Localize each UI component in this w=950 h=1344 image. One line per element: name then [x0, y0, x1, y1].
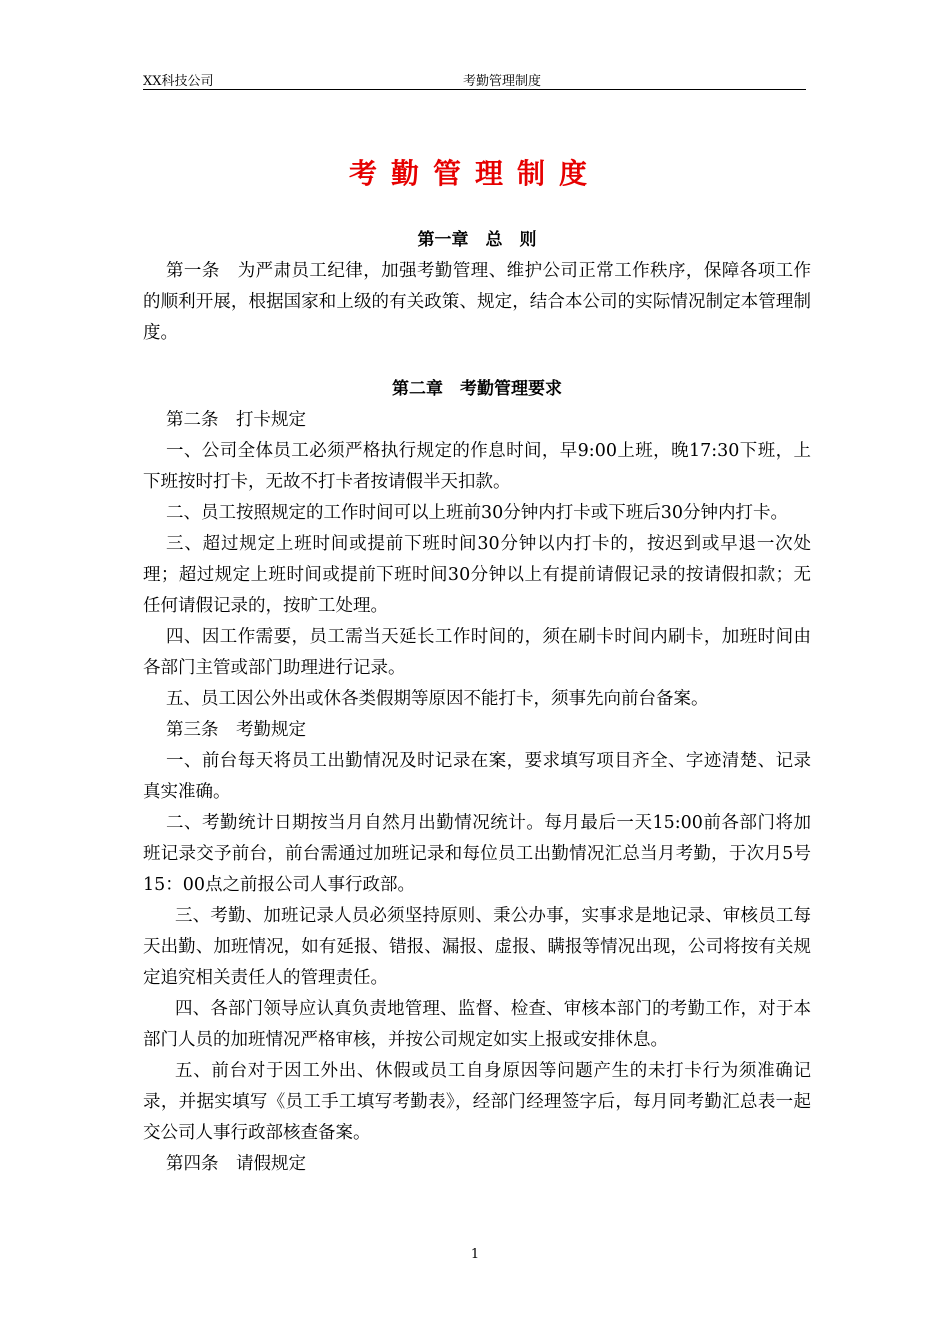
article-2-item: 一、公司全体员工必须严格执行规定的作息时间，早9:00上班，晚17:30下班，上下班按时打卡，无故不打卡者按请假半天扣款。	[143, 441, 811, 492]
header-company: XX科技公司	[143, 74, 214, 89]
document-body	[143, 225, 811, 1180]
article-3-title: 第三条 考勤规定	[166, 720, 306, 740]
article-4-title: 第四条 请假规定	[166, 1154, 306, 1174]
page-header	[143, 70, 806, 90]
article-2-item: 四、因工作需要，员工需当天延长工作时间的，须在刷卡时间内刷卡，加班时间由各部门主管或部门助理进行记录。	[143, 627, 811, 678]
document-title: 考勤管理制度	[348, 157, 601, 190]
article-3-item: 五、前台对于因工外出、休假或员工自身原因等问题产生的未打卡行为须准确记录，并据实填写《员工手工填写考勤表》，经部门经理签字后，每月同考勤汇总表一起交公司人事行政部核查备案。	[143, 1061, 811, 1143]
page-number: 1	[470, 1247, 480, 1262]
article-3-item: 二、考勤统计日期按当月自然月出勤情况统计。每月最后一天15:00前各部门将加班记录交予前台，前台需通过加班记录和每位员工出勤情况汇总当月考勤，于次月5号15：00点之前报公司人事行政部。	[143, 813, 811, 895]
header-doc-title: 考勤管理制度	[463, 74, 542, 89]
article-2-item: 三、超过规定上班时间或提前下班时间30分钟以内打卡的，按迟到或早退一次处理；超过规定上班时间或提前下班时间30分钟以上有提前请假记录的按请假扣款；无任何请假记录的，按旷工处理。	[143, 534, 811, 616]
header-rule	[143, 89, 806, 90]
article-3-item: 三、考勤、加班记录人员必须坚持原则、秉公办事，实事求是地记录、审核员工每天出勤、加班情况，如有延报、错报、漏报、虚报、瞒报等情况出现，公司将按有关规定追究相关责任人的管理责任。	[143, 906, 811, 988]
chapter-1-heading: 第一章 总 则	[417, 230, 537, 250]
article-3-item: 四、各部门领导应认真负责地管理、监督、检查、审核本部门的考勤工作，对于本部门人员的加班情况严格审核，并按公司规定如实上报或安排休息。	[143, 999, 811, 1050]
article-3-item: 一、前台每天将员工出勤情况及时记录在案，要求填写项目齐全、字迹清楚、记录真实准确。	[143, 751, 811, 802]
article-2-title: 第二条 打卡规定	[166, 410, 306, 430]
article-2-item: 五、员工因公外出或休各类假期等原因不能打卡，须事先向前台备案。	[166, 689, 709, 709]
article-2-item: 二、员工按照规定的工作时间可以上班前30分钟内打卡或下班后30分钟内打卡。	[166, 503, 789, 523]
article-1: 第一条 为严肃员工纪律，加强考勤管理、维护公司正常工作秩序，保障各项工作的顺利开展，根据国家和上级的有关政策、规定，结合本公司的实际情况制定本管理制度。	[143, 261, 811, 343]
chapter-2-heading: 第二章 考勤管理要求	[392, 379, 562, 399]
